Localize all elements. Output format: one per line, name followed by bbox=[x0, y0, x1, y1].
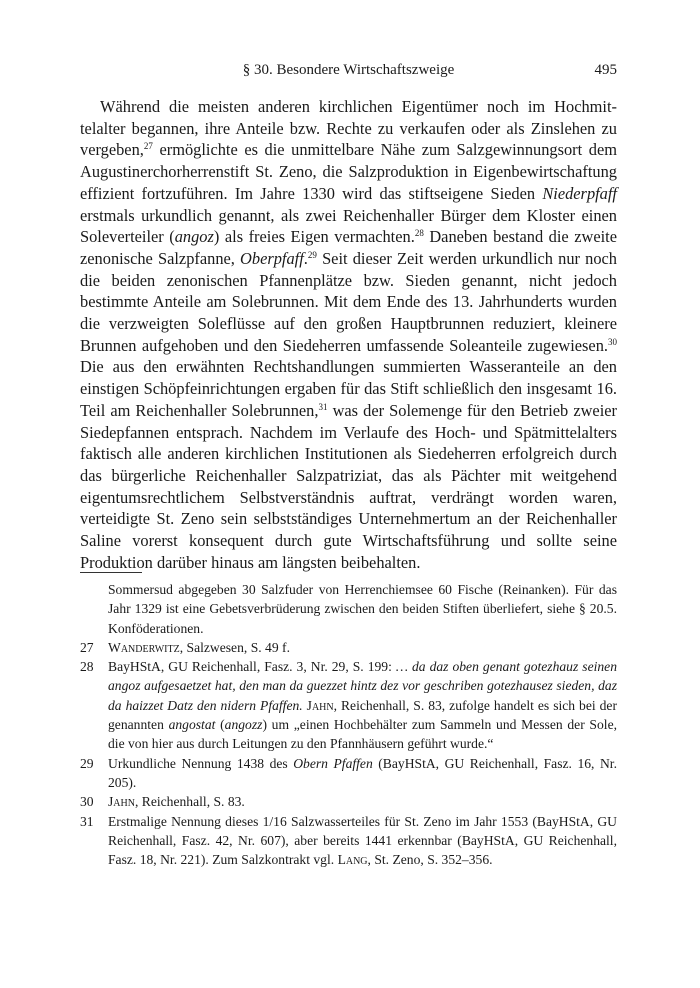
term-angostat: angostat bbox=[168, 717, 216, 733]
footnote-29 bbox=[80, 754, 617, 793]
footnote-text: , St. Zeno, S. 352–356. bbox=[367, 852, 493, 868]
footnote-ref-28[interactable]: 28 bbox=[414, 228, 424, 239]
footnote-text: Erstmalige Nennung dieses 1/16 Salzwasserteiles für St. Zeno im Jahr 1553 (BayHStA, GU Reichenhall, Fasz. 42, Nr. 607), aber bereits 1441 erkennbar (BayHStA, GU Reichenhall, Fasz. 18, Nr. 221). Zum Salzkontrakt vgl. bbox=[108, 813, 617, 868]
body-text-segment: was der Solemenge für den Betrieb zweier Siedepfannen entsprach. Nachdem im Verlaufe des Hoch- und Spätmittelalters faktisch alle anderen kirchlichen Institutionen als Siedeherren erfolgreich durch das bürgerliche Reichenhaller Salzpatriziat, das als Pächter mit weitgehend eigentumsrechtlichem Selbstverständnis auftrat, verdrängt worden waren, verteidigte St. Zeno sein selbstständiges Unternehmertum an der Reichenhaller Saline vorerst konsequent durch gute Wirtschaftsführung und sollte seine Produktion darüber hinaus am längsten beibehalten. bbox=[80, 400, 617, 572]
body-text-segment: erstmals urkundlich genannt, als zwei Reichenhaller Bürger dem Kloster einen Soleverteiler ( bbox=[80, 205, 617, 247]
footnote-28 bbox=[80, 657, 617, 753]
footnote-text: , Salzwesen, S. 49 f. bbox=[179, 639, 290, 655]
footnote-text: ( bbox=[215, 717, 225, 733]
author-name: Lang bbox=[337, 852, 368, 868]
body-text-segment: ermöglichte es die unmittelbare Nähe zum Salzgewinnungsort dem Augustinerchorherrenstift St. Zeno, die Salzproduktion in Eigenbewirtschaftung effizient fortzuführen. Im Jahre 1330 wird das stiftseigene Sieden bbox=[80, 140, 617, 203]
body-text-segment: . bbox=[303, 248, 308, 268]
footnote-number: 28 bbox=[80, 659, 94, 675]
footnote-number: 27 bbox=[80, 639, 94, 655]
term-obern-pfaffen: Obern Pfaffen bbox=[293, 755, 373, 771]
author-name: Wanderwitz bbox=[108, 639, 180, 655]
body-text-segment: ) als freies Eigen vermachten. bbox=[213, 227, 415, 247]
footnote-ref-27[interactable]: 27 bbox=[143, 141, 153, 152]
body-text-segment: Seit dieser Zeit werden urkundlich nur noch die beiden zenonischen Pfannenplätze bzw. Sieden genannt, nicht jedoch bestimmte Anteile am Solebrunnen. Mit dem Ende des 13. Jahrhunderts wurden die verzweigten Soleflüsse auf den großen Hauptbrunnen reduziert, kleinere Brunnen aufgehoben und den Siedeherren umfassende Soleanteile zugewiesen. bbox=[80, 248, 618, 355]
footnote-number: 31 bbox=[80, 813, 94, 829]
footnote-divider bbox=[80, 572, 142, 573]
running-head: § 30. Besondere Wirtschaftszweige bbox=[242, 62, 455, 78]
term-niederpfaff: Niederpfaff bbox=[542, 183, 617, 203]
footnote-27 bbox=[80, 638, 617, 657]
footnote-ref-30[interactable]: 30 bbox=[608, 336, 617, 347]
body-text-segment: Während die meisten anderen kirchlichen Eigentümer noch im Hochmittelalter begannen, ihre Anteile bzw. Rechte zu verkaufen oder als Zinslehen zu vergeben, bbox=[80, 97, 617, 160]
footnote-continuation: Sommersud abgegeben 30 Salzfuder von Herrenchiemsee 60 Fische (Reinanken). Für das Jahr 1329 ist eine Gebetsverbrüderung zwischen den beiden Stiften überliefert, siehe § 20.5. Konföderationen. bbox=[108, 582, 617, 636]
footnote-number: 29 bbox=[80, 755, 94, 771]
footnote-number: 30 bbox=[80, 794, 94, 810]
footnote-text: Urkundliche Nennung 1438 des bbox=[108, 755, 294, 771]
footnote-ref-29[interactable]: 29 bbox=[307, 249, 317, 260]
page-number: 495 bbox=[594, 62, 617, 78]
body-text-segment: Daneben bestand die zweite zenonische Salzpfanne, bbox=[80, 227, 617, 268]
source-quote: … da daz oben genant gotezhauz seinen angoz aufgesaetzet hat, den man da guezzet hintz dez vor geschriben gotezhausez sieden, daz da haizzet Datz den nidern Pfaffen. bbox=[108, 659, 618, 713]
term-angozz: angozz bbox=[224, 717, 263, 733]
footnote-31 bbox=[80, 812, 617, 870]
footnote-30 bbox=[80, 792, 617, 811]
footnote-text: (BayHStA, GU Reichenhall, Fasz. 16, Nr. 205). bbox=[108, 755, 617, 790]
author-name: Jahn bbox=[108, 794, 135, 810]
author-name: Jahn bbox=[306, 697, 334, 713]
main-paragraph bbox=[80, 96, 617, 573]
term-oberpfaff: Oberpfaff bbox=[240, 248, 304, 268]
footnote-text: ) um „einen Hochbehälter zum Sammeln und Messen der Sole, die von hier aus durch Leitungen zu den Pfannhäusern geführt wurde.“ bbox=[108, 717, 617, 752]
term-angoz: angoz bbox=[174, 227, 214, 247]
footnote-text: BayHStA, GU Reichenhall, Fasz. 3, Nr. 29, S. 199: bbox=[108, 659, 396, 675]
body-text-segment: Die aus den erwähnten Rechtshandlungen summierten Wasseranteile an den einstigen Schöpfeinrichtungen ergaben für das Stift schließlich den insgesamt 16. Teil am Reichenhaller Solebrunnen, bbox=[80, 357, 617, 420]
footnote-text: , Reichenhall, S. 83, zufolge handelt es sich bei der genannten bbox=[108, 697, 617, 733]
footnotes bbox=[80, 580, 617, 869]
page-header bbox=[80, 62, 617, 82]
footnote-text: , Reichenhall, S. 83. bbox=[134, 794, 245, 810]
footnote-ref-31[interactable]: 31 bbox=[318, 401, 328, 412]
